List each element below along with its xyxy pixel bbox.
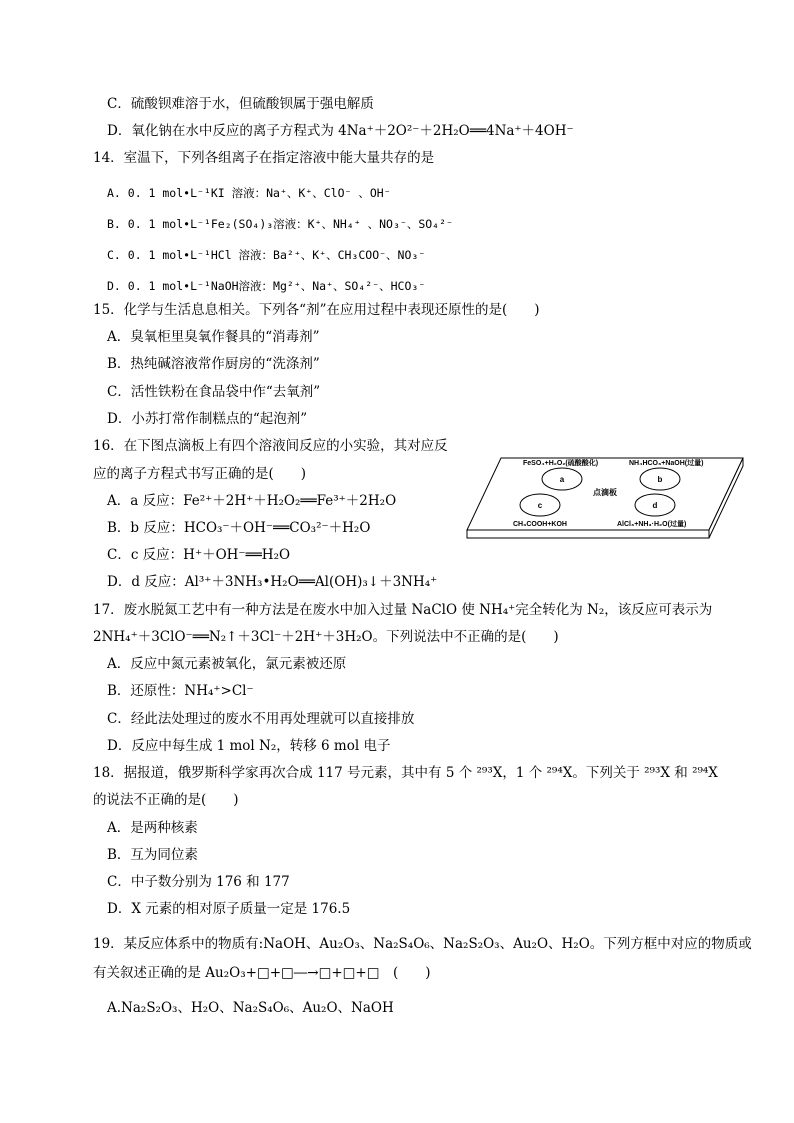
q19-stem-line1: 19．某反应体系中的物质有:NaOH、Au₂O₃、Na₂S₄O₆、Na₂S₂O₃、Au₂O、H₂O。下列方框中对应的物质或 bbox=[93, 936, 752, 952]
q15-option-a: A．臭氧柜里臭氧作餐具的“消毒剂” bbox=[107, 329, 320, 345]
spot-plate-label: 点滴板 bbox=[593, 488, 617, 497]
q16-option-a: A．a 反应：Fe²⁺＋2H⁺＋H₂O₂══Fe³⁺＋2H₂O bbox=[107, 493, 397, 509]
q15-option-b: B．热纯碱溶液常作厨房的“洗涤剂” bbox=[107, 356, 320, 372]
q15-option-c: C．活性铁粉在食品袋中作“去氧剂” bbox=[107, 384, 321, 400]
spot-plate-front bbox=[467, 530, 709, 538]
q17-stem-line1: 17．废水脱氮工艺中有一种方法是在废水中加入过量 NaClO 使 NH₄⁺完全转化为 N₂，该反应可表示为 bbox=[93, 602, 713, 618]
label-bottom-right: AlCl₃+NH₃·H₂O(过量) bbox=[617, 521, 687, 528]
well-label-b: b bbox=[657, 475, 663, 484]
q13-option-d: D．氧化钠在水中反应的离子方程式为 4Na⁺＋2O²⁻＋2H₂O══4Na⁺＋4OH⁻ bbox=[107, 123, 574, 139]
q17-option-b: B．还原性：NH₄⁺>Cl⁻ bbox=[107, 683, 254, 699]
q17-option-c: C．经此法处理过的废水不用再处理就可以直接排放 bbox=[107, 711, 415, 727]
q16-option-c: C．c 反应：H⁺＋OH⁻══H₂O bbox=[107, 547, 291, 563]
q18-option-a: A．是两种核素 bbox=[107, 820, 198, 836]
q17-stem-line2: 2NH₄⁺＋3ClO⁻══N₂↑＋3Cl⁻＋2H⁺＋3H₂O。下列说法中不正确的是( ) bbox=[93, 629, 559, 645]
q16-stem-line1: 16．在下图点滴板上有四个溶液间反应的小实验，其对应反 bbox=[93, 438, 448, 454]
label-top-right: NH₄HCO₃+NaOH(过量) bbox=[629, 460, 704, 467]
well-label-a: a bbox=[559, 475, 565, 484]
q18-option-d: D．X 元素的相对原子质量一定是 176.5 bbox=[107, 901, 351, 917]
q14-option-a: A. 0. 1 mol•L⁻¹KI 溶液：Na⁺、K⁺、ClO⁻ 、OH⁻ bbox=[107, 186, 391, 200]
q14-option-b: B. 0. 1 mol•L⁻¹Fe₂(SO₄)₃溶液：K⁺、NH₄⁺ 、NO₃⁻、SO₄²⁻ bbox=[107, 217, 453, 231]
spot-plate-figure bbox=[465, 452, 745, 542]
q18-stem-line2: 的说法不正确的是( ) bbox=[93, 792, 239, 808]
q16-stem-line2: 应的离子方程式书写正确的是( ) bbox=[93, 466, 307, 482]
q19-stem-line2: 有关叙述正确的是 Au₂O₃+□+□―→□+□+□ ( ) bbox=[93, 965, 431, 981]
q16-option-b: B．b 反应：HCO₃⁻＋OH⁻══CO₃²⁻＋H₂O bbox=[107, 520, 371, 536]
q14-option-d: D. 0. 1 mol•L⁻¹NaOH溶液：Mg²⁺、Na⁺、SO₄²⁻、HCO₃⁻ bbox=[107, 279, 426, 293]
q18-stem-line1: 18．据报道，俄罗斯科学家再次合成 117 号元素，其中有 5 个 ²⁹³X，1 个 ²⁹⁴X。下列关于 ²⁹³X 和 ²⁹⁴X bbox=[93, 765, 718, 781]
q18-option-b: B．互为同位素 bbox=[107, 847, 198, 863]
q14-stem: 14．室温下，下列各组离子在指定溶液中能大量共存的是 bbox=[93, 150, 435, 166]
q19-option-a: A.Na₂S₂O₃、H₂O、Na₂S₄O₆、Au₂O、NaOH bbox=[107, 1000, 394, 1016]
q17-option-a: A．反应中氮元素被氧化，氯元素被还原 bbox=[107, 656, 347, 672]
label-bottom-left: CH₃COOH+KOH bbox=[513, 521, 567, 528]
label-top-left: FeSO₄+H₂O₂(硫酸酸化) bbox=[523, 460, 599, 467]
well-label-d: d bbox=[652, 501, 658, 510]
q17-option-d: D．反应中每生成 1 mol N₂，转移 6 mol 电子 bbox=[107, 738, 391, 754]
q13-option-c: C．硫酸钡难溶于水，但硫酸钡属于强电解质 bbox=[107, 96, 374, 112]
q15-stem: 15．化学与生活息息相关。下列各“剂”在应用过程中表现还原性的是( ) bbox=[93, 302, 540, 318]
well-label-c: c bbox=[537, 501, 543, 510]
q14-option-c: C. 0. 1 mol•L⁻¹HCl 溶液：Ba²⁺、K⁺、CH₃COO⁻、NO₃⁻ bbox=[107, 248, 426, 262]
q18-option-c: C．中子数分别为 176 和 177 bbox=[107, 874, 290, 890]
q16-option-d: D．d 反应：Al³⁺＋3NH₃•H₂O══Al(OH)₃↓＋3NH₄⁺ bbox=[107, 574, 438, 590]
q15-option-d: D．小苏打常作制糕点的“起泡剂” bbox=[107, 411, 308, 427]
